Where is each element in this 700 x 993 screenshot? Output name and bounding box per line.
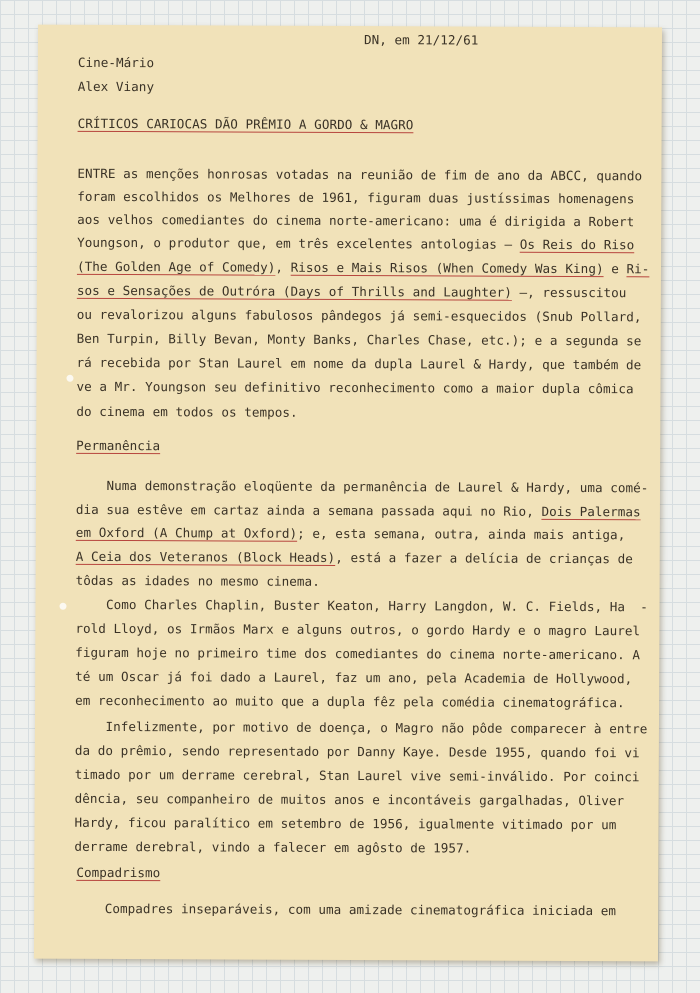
paragraph-line: Ben Turpin, Billy Bevan, Monty Banks, Charles Chase, etc.); e a segunda se bbox=[76, 330, 642, 349]
subheading-compadrismo: Compadrismo bbox=[76, 864, 161, 881]
paragraph-line: Como Charles Chaplin, Buster Keaton, Harry Langdon, W. C. Fields, Ha - bbox=[75, 596, 648, 615]
film-title: sos e Sensações de Outróra (Days of Thrills and Laughter) bbox=[76, 282, 512, 300]
paragraph-line: foram escolhidos os Melhores de 1961, figuram duas justíssimas homenagens bbox=[77, 188, 635, 207]
paragraph-line: dia sua estêve em cartaz ainda a semana passada aqui no Rio, Dois Palermas bbox=[75, 501, 641, 520]
paragraph-line: ou revalorizou alguns fabulosos pândegos já semi-esquecidos (Snub Pollard, bbox=[76, 306, 642, 325]
subheading-permanencia: Permanência bbox=[76, 437, 161, 454]
paragraph-line: rold Lloyd, os Irmãos Marx e alguns outros, o gordo Hardy e o magro Laurel bbox=[75, 620, 641, 639]
film-title: Os Reis do Riso bbox=[519, 236, 635, 253]
paragraph-line: Youngson, o produtor que, em três excelentes antologias — Os Reis do Riso bbox=[77, 234, 635, 253]
article-title: CRÍTICOS CARIOCAS DÃO PRÊMIO A GORDO & MAGRO bbox=[77, 115, 414, 133]
punch-hole bbox=[59, 603, 66, 610]
paragraph-line: ve a Mr. Youngson seu definitivo reconhecimento como a maior dupla cômica bbox=[76, 378, 634, 397]
paragraph-line: dência, seu companheiro de muitos anos e incontáveis gargalhadas, Oliver bbox=[74, 790, 625, 809]
paragraph-line: tôdas as idades no mesmo cinema. bbox=[75, 572, 320, 589]
film-title: (The Golden Age of Comedy) bbox=[76, 258, 276, 275]
paragraph-line: derrame derebral, vindo a falecer em agôsto de 1957. bbox=[74, 838, 472, 856]
paragraph-line: té um Oscar já foi dado a Laurel, faz um ano, pela Academia de Hollywood, bbox=[75, 668, 633, 687]
paragraph-line: (The Golden Age of Comedy), Risos e Mais Risos (When Comedy Was King) e Ri- bbox=[76, 258, 650, 277]
paragraph-line: Numa demonstração eloqüente da permanência de Laurel & Hardy, uma comé- bbox=[75, 477, 649, 496]
paragraph-line: Compadres inseparáveis, com uma amizade cinematográfica iniciada em bbox=[74, 900, 617, 919]
paragraph-line: em reconhecimento ao muito que a dupla fêz pela comédia cinematográfica. bbox=[75, 692, 625, 711]
film-title: Ri- bbox=[626, 261, 650, 277]
paragraph-line: A Ceia dos Veteranos (Block Heads), está a fazer a delícia de crianças de bbox=[75, 548, 633, 567]
author-name: Alex Viany bbox=[77, 78, 155, 95]
typewritten-page bbox=[34, 25, 662, 962]
paragraph-line: Hardy, ficou paralítico em setembro de 1956, igualmente vitimado por um bbox=[74, 814, 617, 833]
paragraph-line: do cinema em todos os tempos. bbox=[76, 403, 298, 420]
document-date: DN, em 21/12/61 bbox=[363, 32, 479, 48]
paragraph-line: aos velhos comediantes do cinema norte-americano: uma é dirigida a Robert bbox=[77, 211, 635, 230]
paragraph-line: rá recebida por Stan Laurel em nome da dupla Laurel & Hardy, que também de bbox=[76, 354, 642, 373]
paragraph-line: da do prêmio, sendo representado por Danny Kaye. Desde 1955, quando foi vi bbox=[74, 742, 640, 761]
paragraph-line: figuram hoje no primeiro time dos comediantes do cinema norte-americano. A bbox=[75, 644, 641, 663]
paragraph-line: sos e Sensações de Outróra (Days of Thrills and Laughter) —, ressuscitou bbox=[76, 282, 627, 301]
column-name: Cine-Mário bbox=[77, 54, 155, 71]
paragraph-line: ENTRE as menções honrosas votadas na reunião de fim de ano da ABCC, quando bbox=[77, 165, 643, 184]
paragraph-line: Infelizmente, por motivo de doença, o Magro não pôde comparecer à entre bbox=[74, 718, 648, 737]
film-title: Dois Palermas bbox=[541, 503, 641, 520]
film-title: Risos e Mais Risos (When Comedy Was King) bbox=[290, 259, 604, 277]
punch-hole bbox=[66, 375, 73, 382]
film-title: A Ceia dos Veteranos (Block Heads) bbox=[75, 548, 336, 565]
film-title: em Oxford (A Chump at Oxford) bbox=[75, 524, 298, 541]
paragraph-line: timado por um derrame cerebral, Stan Laurel vive semi-inválido. Por coinci bbox=[74, 766, 640, 785]
paragraph-line: em Oxford (A Chump at Oxford); e, esta semana, outra, ainda mais antiga, bbox=[75, 524, 626, 543]
